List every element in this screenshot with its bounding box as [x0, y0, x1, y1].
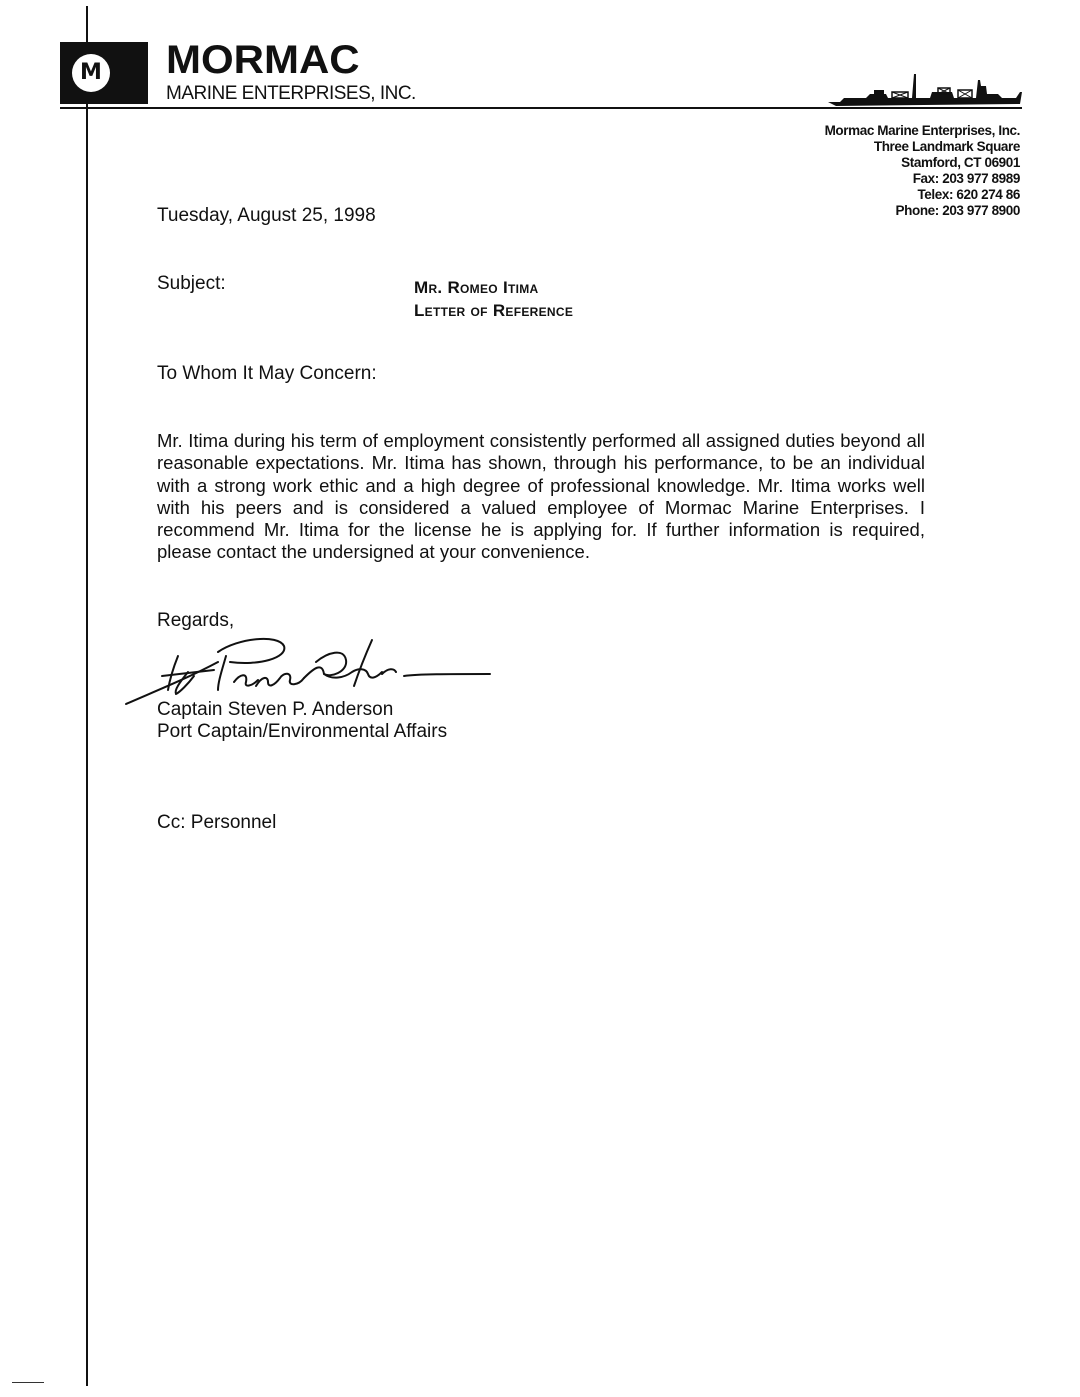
subject-block	[414, 276, 573, 322]
signer-title: Port Captain/Environmental Affairs	[157, 721, 448, 742]
subject-line-topic: Letter of Reference	[414, 301, 574, 320]
company-name: MORMAC	[166, 38, 360, 82]
company-subtitle: MARINE ENTERPRISES, INC.	[166, 83, 416, 104]
letter-date: Tuesday, August 25, 1998	[157, 205, 376, 226]
company-address-block	[825, 123, 1020, 219]
address-line: Mormac Marine Enterprises, Inc.	[824, 123, 1020, 138]
fax-line: Fax: 203 977 8989	[912, 171, 1020, 186]
footer-mark	[12, 1382, 44, 1383]
logo-emblem	[72, 54, 110, 92]
ship-icon	[826, 68, 1026, 110]
subject-label: Subject:	[157, 273, 226, 294]
subject-line-name: Mr. Romeo Itima	[414, 278, 539, 297]
closing: Regards,	[157, 610, 235, 631]
phone-line: Phone: 203 977 8900	[895, 203, 1020, 218]
left-margin-rule	[86, 6, 88, 1386]
address-line: Stamford, CT 06901	[901, 155, 1020, 170]
telex-line: Telex: 620 274 86	[917, 187, 1020, 202]
salutation: To Whom It May Concern:	[157, 363, 377, 384]
cc-line: Cc: Personnel	[157, 812, 277, 833]
address-line: Three Landmark Square	[873, 139, 1020, 154]
company-logo	[60, 42, 148, 104]
signer-name: Captain Steven P. Anderson	[157, 699, 394, 720]
logo-letter: M	[80, 60, 102, 85]
letter-body: Mr. Itima during his term of employment consistently performed all assigned duties beyond all reasonable expectations. Mr. Itima has shown, through his performance, to be an individual with a strong work ethic and a high degree of professional knowledge. Mr. Itima works well with his peers and is considered a valued employee of Mormac Marine Enterprises. I recommend Mr. Itima for the license he is applying for. If further information is required, please contact the undersigned at your convenience.	[157, 430, 925, 563]
